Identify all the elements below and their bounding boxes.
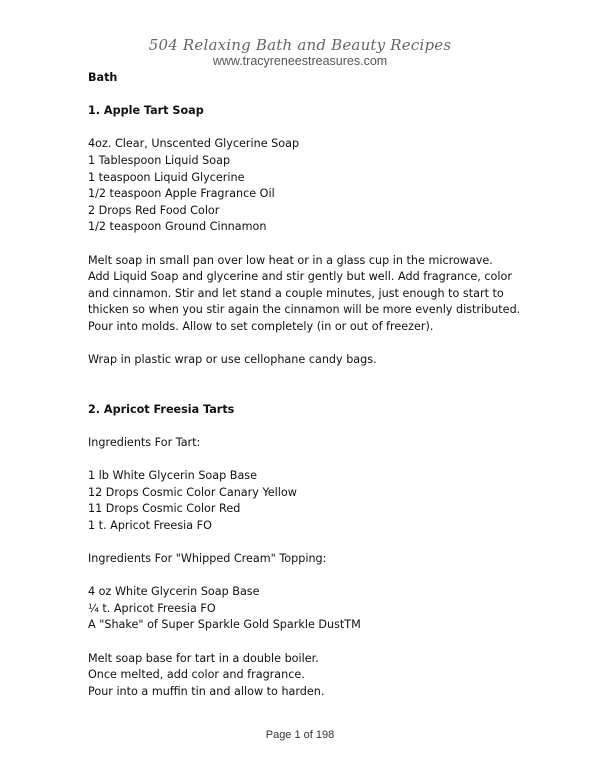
ingredient-list	[88, 468, 568, 534]
ingredient-item: ¼ t. Apricot Freesia FO	[88, 601, 216, 615]
website-url: www.tracyreneestreasures.com	[212, 54, 388, 68]
spacer	[88, 634, 568, 651]
spacer	[88, 87, 568, 104]
ingredient-item: 4oz. Clear, Unscented Glycerine Soap	[88, 137, 300, 151]
recipe-title: 2. Apricot Freesia Tarts	[88, 402, 235, 416]
spacer	[88, 120, 568, 137]
ingredient-item: 1 t. Apricot Freesia FO	[88, 518, 212, 532]
instruction-line: Once melted, add color and fragrance.	[88, 668, 305, 682]
ingredient-item: 11 Drops Cosmic Color Red	[88, 502, 241, 516]
instruction-line: Melt soap in small pan over low heat or in a glass cup in the microwave.	[88, 253, 493, 267]
instruction-line: Pour into molds. Allow to set completely (in or out of freezer).	[88, 319, 434, 333]
ingredient-list	[88, 136, 568, 236]
instruction-line: and cinnamon. Stir and let stand a couple minutes, just enough to start to	[88, 286, 504, 300]
ingredient-item: 1/2 teaspoon Ground Cinnamon	[88, 220, 267, 234]
subheading: Ingredients For Tart:	[88, 435, 201, 449]
spacer	[88, 568, 568, 585]
packaging-note: Wrap in plastic wrap or use cellophane candy bags.	[88, 353, 377, 367]
page-number: Page 1 of 198	[265, 729, 335, 741]
ingredient-item: A "Shake" of Super Sparkle Gold Sparkle DustTM	[88, 618, 361, 632]
spacer	[88, 336, 568, 353]
spacer	[88, 451, 568, 468]
ingredient-item: 1 lb White Glycerin Soap Base	[88, 469, 258, 483]
section-heading: Bath	[88, 71, 118, 84]
spacer	[88, 236, 568, 253]
spacer	[88, 418, 568, 435]
instruction-line: thicken so when you stir again the cinnamon will be more evenly distributed.	[88, 303, 521, 317]
spacer	[88, 369, 568, 402]
ingredient-item: 2 Drops Red Food Color	[88, 203, 220, 217]
instructions	[88, 253, 568, 336]
document-title: 504 Relaxing Bath and Beauty Recipes	[148, 36, 452, 54]
instruction-line: Melt soap base for tart in a double boiler.	[88, 651, 319, 665]
ingredient-item: 1 teaspoon Liquid Glycerine	[88, 170, 245, 184]
subheading: Ingredients For "Whipped Cream" Topping:	[88, 552, 327, 566]
instruction-line: Add Liquid Soap and glycerine and stir gently but well. Add fragrance, color	[88, 270, 512, 284]
spacer	[88, 534, 568, 551]
ingredient-item: 1/2 teaspoon Apple Fragrance Oil	[88, 187, 275, 201]
recipe-title: 1. Apple Tart Soap	[88, 104, 204, 118]
page-content	[88, 70, 568, 700]
ingredient-list	[88, 584, 568, 634]
ingredient-item: 1 Tablespoon Liquid Soap	[88, 153, 231, 167]
ingredient-item: 4 oz White Glycerin Soap Base	[88, 585, 260, 599]
ingredient-item: 12 Drops Cosmic Color Canary Yellow	[88, 485, 297, 499]
instruction-line: Pour into a muffin tin and allow to harden.	[88, 684, 325, 698]
instructions	[88, 651, 568, 701]
